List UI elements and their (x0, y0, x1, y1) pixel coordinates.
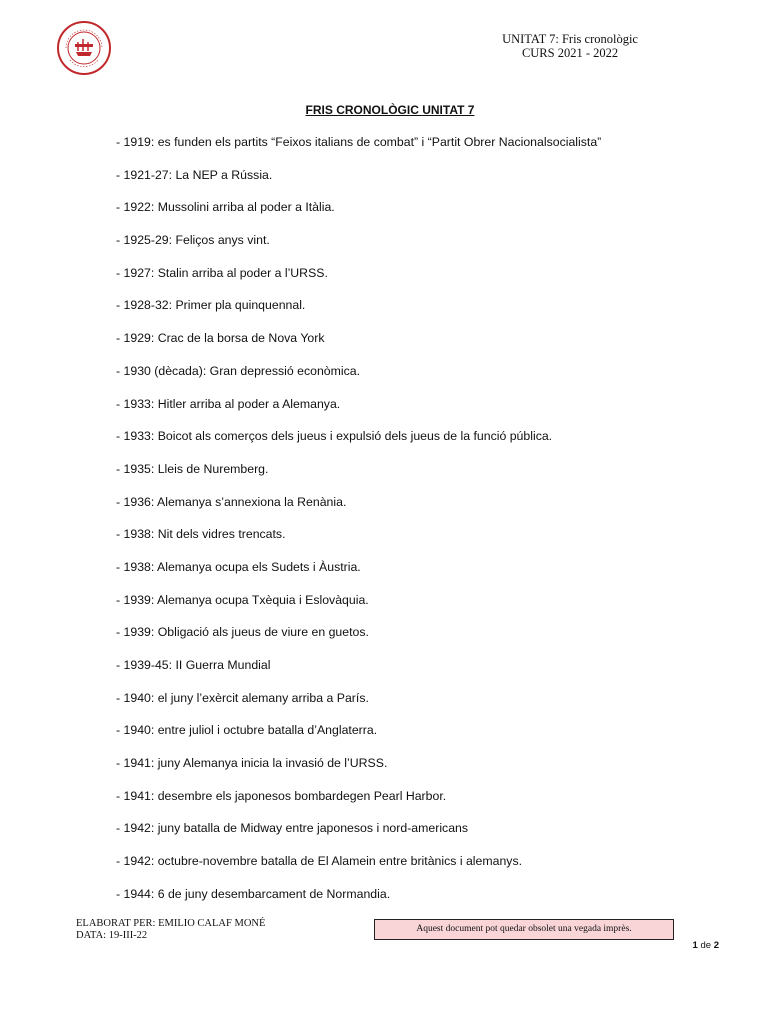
event-item: - 1935: Lleis de Nuremberg. (116, 461, 269, 476)
event-item: - 1939: Alemanya ocupa Txèquia i Eslovàquia. (116, 592, 369, 607)
page-total: 2 (713, 940, 719, 951)
author-line: ELABORAT PER: EMILIO CALAF MONÉ (76, 918, 266, 929)
page-number (693, 940, 719, 951)
event-item: - 1941: juny Alemanya inicia la invasió de l’URSS. (116, 756, 388, 771)
page-title: FRIS CRONOLÒGIC UNITAT 7 (305, 103, 475, 117)
unit-title: UNITAT 7: Fris cronològic (502, 32, 638, 46)
event-item: - 1927: Stalin arriba al poder a l’URSS. (116, 265, 328, 280)
event-item: - 1930 (dècada): Gran depressió econòmica. (116, 363, 361, 378)
event-item: - 1942: juny batalla de Midway entre japonesos i nord-americans (116, 821, 469, 836)
course-year: CURS 2021 - 2022 (521, 46, 619, 60)
event-item: - 1921-27: La NEP a Rússia. (116, 167, 273, 182)
event-item: - 1939-45: II Guerra Mundial (116, 658, 271, 672)
event-item: - 1938: Nit dels vidres trencats. (116, 527, 286, 542)
event-item: - 1942: octubre-novembre batalla de El Alamein entre britànics i alemanys. (116, 854, 523, 869)
event-item: - 1919: es funden els partits “Feixos italians de combat” i “Partit Obrer Nacionalsocialista” (116, 135, 602, 149)
event-item: - 1928-32: Primer pla quinquennal. (116, 298, 306, 313)
event-item: - 1938: Alemanya ocupa els Sudets i Àustria. (116, 559, 361, 574)
obsolete-notice: Aquest document pot quedar obsolet una vegada imprès. (374, 919, 674, 940)
event-list (116, 134, 601, 919)
event-item: - 1933: Hitler arriba al poder a Alemanya. (116, 396, 341, 411)
event-item: - 1940: entre juliol i octubre batalla d’Anglaterra. (116, 723, 378, 738)
footer-credits (76, 918, 265, 942)
page-current: 1 (692, 940, 698, 951)
event-item: - 1933: Boicot als comerços dels jueus i expulsió dels jueus de la funció pública. (116, 429, 553, 444)
event-item: - 1925-29: Feliços anys vint. (116, 233, 270, 248)
event-item: - 1941: desembre els japonesos bombardegen Pearl Harbor. (116, 788, 447, 803)
event-item: - 1936: Alemanya s’annexiona la Renània. (116, 494, 347, 509)
event-item: - 1929: Crac de la borsa de Nova York (116, 331, 325, 346)
event-item: - 1922: Mussolini arriba al poder a Itàlia. (116, 200, 335, 215)
page-separator: de (700, 940, 712, 951)
document-header (502, 32, 638, 60)
event-item: - 1939: Obligació als jueus de viure en guetos. (116, 625, 369, 640)
event-item: - 1944: 6 de juny desembarcament de Normandia. (116, 886, 391, 901)
date-line: DATA: 19-III-22 (76, 930, 148, 941)
event-item: - 1940: el juny l’exèrcit alemany arriba a París. (116, 690, 369, 705)
school-seal-logo (56, 20, 112, 76)
